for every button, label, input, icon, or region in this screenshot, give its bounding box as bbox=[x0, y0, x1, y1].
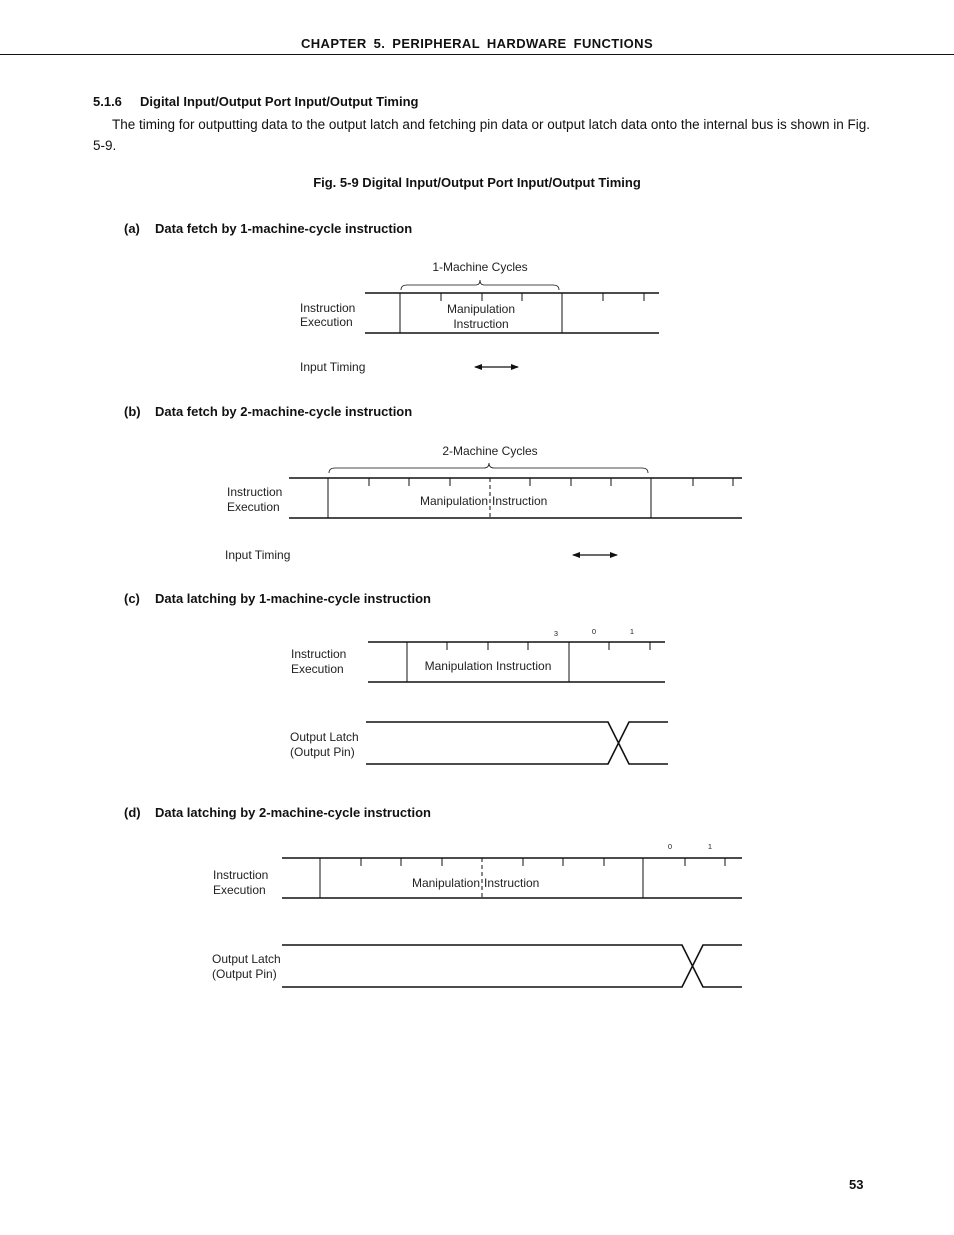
row-label-output-latch-d: Output Latch bbox=[212, 952, 281, 966]
tick-label-c-3: 1 bbox=[629, 627, 635, 636]
cycle-brace-b bbox=[329, 463, 648, 473]
row-label-execution-c: Execution bbox=[291, 662, 344, 676]
chapter-header: CHAPTER 5. PERIPHERAL HARDWARE FUNCTIONS bbox=[0, 36, 954, 55]
subfigure-a-mark: (a) bbox=[124, 221, 140, 236]
box-label-right-b: Instruction bbox=[492, 494, 548, 508]
box-label-c: Manipulation Instruction bbox=[424, 659, 552, 673]
row-label-execution-b: Execution bbox=[227, 500, 280, 514]
box-label-left-b: Manipulation bbox=[419, 494, 488, 508]
row-label-instruction-d: Instruction bbox=[213, 868, 269, 882]
row-label-execution-a: Execution bbox=[300, 315, 353, 329]
subfigure-b-mark: (b) bbox=[124, 404, 141, 419]
row-label-output-pin-c: (Output Pin) bbox=[290, 745, 355, 759]
row-label-output-pin-d: (Output Pin) bbox=[212, 967, 277, 981]
figure-title: Fig. 5-9 Digital Input/Output Port Input/Output Timing bbox=[313, 175, 641, 190]
subfigure-d-title: Data latching by 2-machine-cycle instruction bbox=[155, 805, 431, 820]
subfigure-a-title: Data fetch by 1-machine-cycle instruction bbox=[155, 221, 413, 236]
box-label-left-d: Manipulation bbox=[411, 876, 480, 890]
row-label-instruction-c: Instruction bbox=[291, 647, 347, 661]
subfigure-c-mark: (c) bbox=[124, 591, 140, 606]
section-title: Digital Input/Output Port Input/Output Timing bbox=[140, 94, 419, 109]
row-label-instruction-b: Instruction bbox=[227, 485, 283, 499]
body-paragraph: The timing for outputting data to the output latch and fetching pin data or output latch data onto the internal bus is shown in Fig. 5-9. bbox=[93, 117, 870, 153]
row-label-execution-d: Execution bbox=[213, 883, 266, 897]
diagram-b bbox=[289, 463, 742, 555]
subfigure-d-mark: (d) bbox=[124, 805, 141, 820]
box-label-right-d: Instruction bbox=[484, 876, 540, 890]
box-label-line2-a: Instruction bbox=[453, 317, 509, 331]
tick-label-c-2: 0 bbox=[591, 627, 597, 636]
row-label-output-latch-c: Output Latch bbox=[290, 730, 359, 744]
row-label-instruction-a: Instruction bbox=[300, 301, 356, 315]
subfigure-c-title: Data latching by 1-machine-cycle instruction bbox=[155, 591, 431, 606]
tick-label-c-1: 3 bbox=[553, 629, 559, 638]
output-latch-waveform-d bbox=[282, 945, 742, 987]
box-label-line1-a: Manipulation bbox=[446, 302, 516, 316]
tick-label-d-2: 1 bbox=[707, 842, 713, 851]
brace-label-b: 2-Machine Cycles bbox=[442, 444, 538, 458]
page-number: 53 bbox=[849, 1177, 864, 1192]
tick-label-d-1: 0 bbox=[667, 842, 673, 851]
output-latch-waveform-c bbox=[366, 722, 668, 764]
subfigure-b-title: Data fetch by 2-machine-cycle instruction bbox=[155, 404, 413, 419]
section-number: 5.1.6 bbox=[93, 94, 122, 109]
cycle-brace-a bbox=[401, 280, 559, 290]
row-label-input-timing-b: Input Timing bbox=[225, 548, 291, 562]
diagram-a bbox=[365, 280, 659, 367]
row-label-input-timing-a: Input Timing bbox=[300, 360, 366, 374]
brace-label-a: 1-Machine Cycles bbox=[432, 260, 528, 274]
